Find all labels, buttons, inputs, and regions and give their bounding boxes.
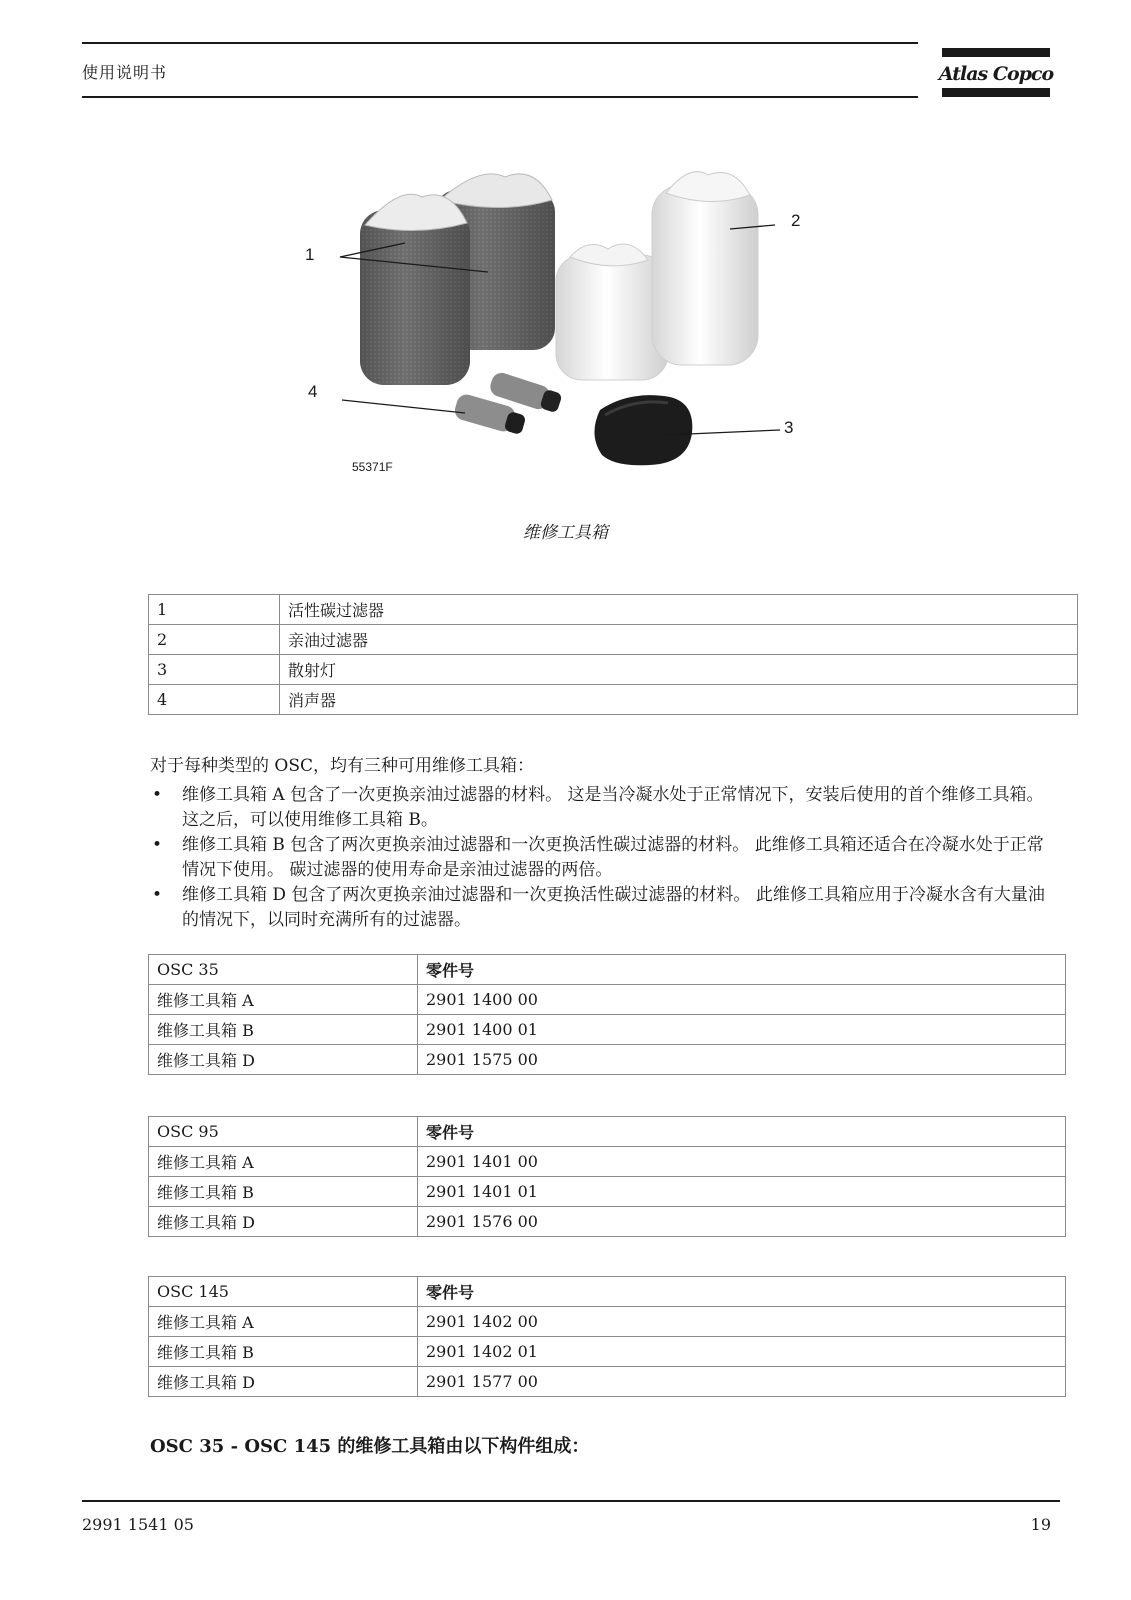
legend-number: 2 [149,625,280,655]
table-row [149,1207,1066,1237]
kit-name: 维修工具箱 D [149,1367,418,1397]
table-row [149,1337,1066,1367]
callout-4: 4 [308,382,318,401]
document-number: 2991 1541 05 [82,1515,194,1534]
bullet-icon: • [152,885,163,905]
header-bottom-rule [82,96,918,98]
parts-table-header [149,955,1066,985]
parts-table-header [149,1277,1066,1307]
kit-name: 维修工具箱 D [149,1045,418,1075]
part-number: 2901 1401 00 [418,1147,1066,1177]
kit-name: 维修工具箱 B [149,1177,418,1207]
header-title: 使用说明书 [82,63,168,82]
service-kit-figure [305,165,840,495]
kit-name: 维修工具箱 B [149,1337,418,1367]
model-name: OSC 35 [149,955,418,985]
legend-number: 4 [149,685,280,715]
part-number-header: 零件号 [418,1277,1066,1307]
logo-text: Atlas Copco [938,63,1054,85]
table-row [149,1367,1066,1397]
page-number: 19 [1030,1515,1051,1534]
part-number: 2901 1576 00 [418,1207,1066,1237]
kit-name: 维修工具箱 D [149,1207,418,1237]
part-number: 2901 1402 00 [418,1307,1066,1337]
figure-caption: 维修工具箱 [523,523,608,543]
parts-table-osc145 [148,1276,1066,1397]
legend-row [149,625,1078,655]
callout-1: 1 [305,245,315,264]
part-number: 2901 1400 01 [418,1015,1066,1045]
header-top-rule [82,42,918,44]
callout-2: 2 [791,211,801,230]
parts-table-osc35 [148,954,1066,1075]
part-number-header: 零件号 [418,955,1066,985]
activated-carbon-filter-front [360,194,470,385]
legend-label: 消声器 [280,685,1078,715]
bullet-icon: • [152,835,163,855]
closing-text: OSC 35 - OSC 145 的维修工具箱由以下构件组成： [150,1436,590,1457]
atlas-copco-logo [938,48,1054,100]
kit-name: 维修工具箱 A [149,1147,418,1177]
diffuser-foam [594,395,692,465]
figure-code: 55371F [352,460,393,474]
kit-name: 维修工具箱 A [149,1307,418,1337]
oleophilic-filter-large [652,172,758,365]
legend-label: 活性碳过滤器 [280,595,1078,625]
kit-name: 维修工具箱 A [149,985,418,1015]
legend-row [149,595,1078,625]
oleophilic-filter-small [556,244,668,380]
kit-name: 维修工具箱 B [149,1015,418,1045]
kit-description-item [150,783,1060,833]
table-row [149,1307,1066,1337]
part-number: 2901 1402 01 [418,1337,1066,1367]
kit-description-list [150,783,1060,933]
legend-label: 散射灯 [280,655,1078,685]
part-number: 2901 1575 00 [418,1045,1066,1075]
table-row [149,1147,1066,1177]
legend-number: 1 [149,595,280,625]
model-name: OSC 145 [149,1277,418,1307]
parts-table-osc95 [148,1116,1066,1237]
footer-rule [82,1500,1060,1502]
table-row [149,985,1066,1015]
legend-row [149,655,1078,685]
part-number: 2901 1401 01 [418,1177,1066,1207]
part-number: 2901 1400 00 [418,985,1066,1015]
legend-row [149,685,1078,715]
kit-description-item [150,833,1060,883]
legend-number: 3 [149,655,280,685]
kit-description-text: 维修工具箱 D 包含了两次更换亲油过滤器和一次更换活性碳过滤器的材料。 此维修工具箱应用于冷凝水含有大量油的情况下，以同时充满所有的过滤器。 [182,885,1045,930]
kit-description-item [150,883,1060,933]
kit-description-text: 维修工具箱 B 包含了两次更换亲油过滤器和一次更换活性碳过滤器的材料。 此维修工具箱还适合在冷凝水处于正常情况下使用。 碳过滤器的使用寿命是亲油过滤器的两倍。 [182,835,1044,880]
legend-label: 亲油过滤器 [280,625,1078,655]
part-number-header: 零件号 [418,1117,1066,1147]
model-name: OSC 95 [149,1117,418,1147]
callout-3: 3 [784,418,794,437]
part-number: 2901 1577 00 [418,1367,1066,1397]
parts-table-header [149,1117,1066,1147]
table-row [149,1015,1066,1045]
bullet-icon: • [152,785,163,805]
figure-legend-table [148,594,1078,715]
intro-text: 对于每种类型的 OSC，均有三种可用维修工具箱： [150,756,534,776]
table-row [149,1045,1066,1075]
table-row [149,1177,1066,1207]
kit-description-text: 维修工具箱 A 包含了一次更换亲油过滤器的材料。 这是当冷凝水处于正常情况下，安装后使用的首个维修工具箱。 这之后，可以使用维修工具箱 B。 [182,785,1044,830]
